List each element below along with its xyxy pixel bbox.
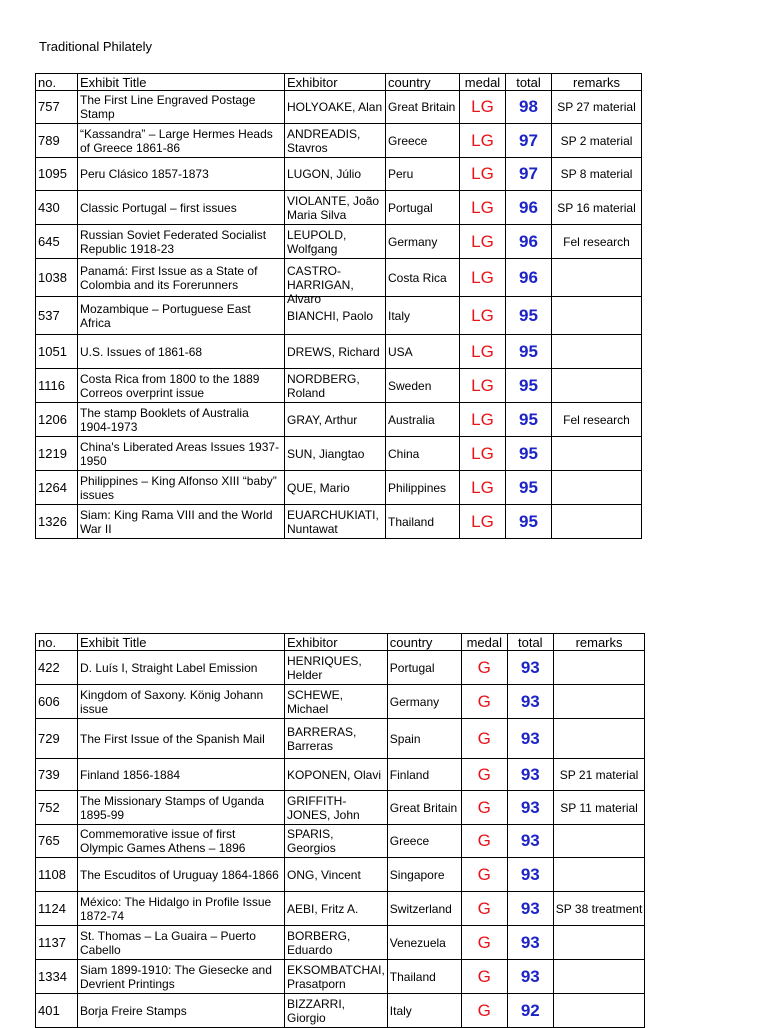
exhibit-title: “Kassandra” – Large Hermes Heads of Greece 1861-86 — [78, 124, 285, 158]
exhibitor-name — [285, 651, 388, 685]
exhibitor-name — [285, 892, 388, 926]
remarks: SP 21 material — [553, 759, 645, 791]
total-score: 96 — [506, 259, 552, 297]
medal: G — [461, 994, 507, 1028]
exhibitor-name — [285, 858, 388, 892]
total-score: 95 — [506, 369, 552, 403]
remarks — [552, 259, 642, 297]
medal: LG — [460, 505, 506, 539]
total-score: 95 — [506, 403, 552, 437]
table-row — [36, 369, 642, 403]
table-row — [36, 191, 642, 225]
total-score: 96 — [506, 191, 552, 225]
table-row — [36, 471, 642, 505]
exhibitor-name-text: BARRERAS, Barreras — [287, 724, 357, 753]
exhibit-number: 1038 — [36, 259, 78, 297]
table-row — [36, 791, 645, 825]
medal-table-gold — [35, 633, 645, 1028]
country: Great Britain — [386, 91, 460, 124]
table-row — [36, 158, 642, 191]
exhibitor-name-text: GRIFFITH-JONES, John — [287, 793, 360, 822]
exhibit-title: Kingdom of Saxony. König Johann issue — [78, 685, 285, 719]
exhibitor-name-text: BORBERG, Eduardo — [287, 928, 351, 957]
remarks: SP 27 material — [552, 91, 642, 124]
table-row — [36, 858, 645, 892]
total-score: 98 — [506, 91, 552, 124]
remarks: Fel research — [552, 403, 642, 437]
exhibit-number: 729 — [36, 719, 78, 759]
exhibit-title: The First Line Engraved Postage Stamp — [78, 91, 285, 124]
remarks — [553, 926, 645, 960]
exhibitor-name — [285, 994, 388, 1028]
remarks — [553, 994, 645, 1028]
medal: G — [461, 960, 507, 994]
table-row — [36, 403, 642, 437]
country: Germany — [386, 225, 460, 259]
exhibit-title: Commemorative issue of first Olympic Games Athens – 1896 — [78, 825, 285, 858]
country: Sweden — [386, 369, 460, 403]
exhibitor-name-text: HENRIQUES, Helder — [287, 653, 362, 682]
header-exhibitor: Exhibitor — [285, 634, 388, 651]
medal: G — [461, 892, 507, 926]
total-score: 97 — [506, 158, 552, 191]
exhibit-title: Philippines – King Alfonso XIII “baby” issues — [78, 471, 285, 505]
exhibitor-name — [285, 91, 386, 124]
exhibitor-name-text: HOLYOAKE, Alan — [287, 100, 383, 114]
exhibit-number: 1264 — [36, 471, 78, 505]
exhibitor-name-text: SUN, Jiangtao — [287, 446, 365, 461]
exhibitor-name — [285, 158, 386, 191]
country: Portugal — [387, 651, 461, 685]
exhibitor-name-text: CASTRO-HARRIGAN, Alvaro — [287, 263, 354, 306]
medal: LG — [460, 259, 506, 297]
table-row — [36, 505, 642, 539]
table-row — [36, 892, 645, 926]
exhibit-number: 606 — [36, 685, 78, 719]
medal: G — [461, 651, 507, 685]
header-exhibit-title: Exhibit Title — [78, 74, 285, 91]
total-score: 93 — [507, 685, 553, 719]
exhibit-number: 1334 — [36, 960, 78, 994]
exhibit-title: China's Liberated Areas Issues 1937-1950 — [78, 437, 285, 471]
remarks — [552, 369, 642, 403]
remarks — [552, 437, 642, 471]
total-score: 93 — [507, 858, 553, 892]
remarks — [553, 960, 645, 994]
header-no: no. — [36, 634, 78, 651]
medal-table-large-gold — [35, 73, 642, 539]
table-row — [36, 297, 642, 335]
total-score: 93 — [507, 825, 553, 858]
table-row — [36, 335, 642, 369]
table-row — [36, 651, 645, 685]
exhibitor-name-text: LEUPOLD, Wolfgang — [287, 227, 347, 256]
country: China — [386, 437, 460, 471]
exhibitor-name-text: KOPONEN, Olavi — [287, 767, 382, 782]
exhibit-title: Peru Clásico 1857-1873 — [78, 158, 285, 191]
country: Philippines — [386, 471, 460, 505]
exhibitor-name-text: NORDBERG, Roland — [287, 371, 360, 400]
country: Costa Rica — [386, 259, 460, 297]
header-exhibitor: Exhibitor — [285, 74, 386, 91]
medal: LG — [460, 369, 506, 403]
total-score: 95 — [506, 437, 552, 471]
exhibit-number: 1124 — [36, 892, 78, 926]
remarks — [552, 297, 642, 335]
exhibitor-name-text: EUARCHUKIATI, Nuntawat — [287, 507, 379, 536]
exhibit-number: 752 — [36, 791, 78, 825]
exhibitor-name-text: ONG, Vincent — [287, 867, 361, 882]
exhibit-title: Russian Soviet Federated Socialist Republic 1918-23 — [78, 225, 285, 259]
total-score: 93 — [507, 791, 553, 825]
header-row — [36, 74, 642, 91]
exhibitor-name — [285, 437, 386, 471]
total-score: 95 — [506, 471, 552, 505]
exhibitor-name — [285, 759, 388, 791]
country: USA — [386, 335, 460, 369]
remarks: SP 8 material — [552, 158, 642, 191]
exhibit-title: México: The Hidalgo in Profile Issue 1872-74 — [78, 892, 285, 926]
exhibit-title: Mozambique – Portuguese East Africa — [78, 297, 285, 335]
country: Italy — [387, 994, 461, 1028]
exhibit-number: 1219 — [36, 437, 78, 471]
remarks: SP 11 material — [553, 791, 645, 825]
remarks: SP 38 treatment — [553, 892, 645, 926]
country: Great Britain — [387, 791, 461, 825]
exhibitor-name — [285, 960, 388, 994]
medal: LG — [460, 335, 506, 369]
exhibit-title: St. Thomas – La Guaira – Puerto Cabello — [78, 926, 285, 960]
total-score: 93 — [507, 719, 553, 759]
exhibit-title: The Missionary Stamps of Uganda 1895-99 — [78, 791, 285, 825]
country: Greece — [387, 825, 461, 858]
exhibit-number: 537 — [36, 297, 78, 335]
exhibit-title: Costa Rica from 1800 to the 1889 Correos overprint issue — [78, 369, 285, 403]
exhibitor-name — [285, 403, 386, 437]
exhibitor-name-text: BIANCHI, Paolo — [287, 308, 374, 323]
header-total: total — [506, 74, 552, 91]
country: Peru — [386, 158, 460, 191]
header-country: country — [387, 634, 461, 651]
exhibitor-name — [285, 926, 388, 960]
remarks: SP 2 material — [552, 124, 642, 158]
country: Singapore — [387, 858, 461, 892]
exhibit-number: 757 — [36, 91, 78, 124]
country: Thailand — [387, 960, 461, 994]
country: Venezuela — [387, 926, 461, 960]
exhibit-title: Classic Portugal – first issues — [78, 191, 285, 225]
header-no: no. — [36, 74, 78, 91]
remarks — [553, 825, 645, 858]
exhibitor-name — [285, 719, 388, 759]
exhibitor-name — [285, 825, 388, 858]
exhibitor-name — [285, 191, 386, 225]
total-score: 93 — [507, 926, 553, 960]
country: Germany — [387, 685, 461, 719]
exhibit-number: 765 — [36, 825, 78, 858]
exhibitor-name-text: LUGON, Júlio — [287, 167, 362, 181]
exhibit-title: U.S. Issues of 1861-68 — [78, 335, 285, 369]
medal: G — [461, 685, 507, 719]
medal: G — [461, 825, 507, 858]
exhibitor-name-text: AEBI, Fritz A. — [287, 901, 359, 916]
total-score: 93 — [507, 892, 553, 926]
exhibitor-name-text: VIOLANTE, João Maria Silva — [287, 193, 380, 222]
table-row — [36, 926, 645, 960]
exhibitor-name-text: ANDREADIS, Stavros — [287, 126, 361, 155]
table-row — [36, 225, 642, 259]
remarks — [552, 335, 642, 369]
medal: LG — [460, 437, 506, 471]
header-country: country — [386, 74, 460, 91]
exhibit-number: 1137 — [36, 926, 78, 960]
country: Thailand — [386, 505, 460, 539]
exhibitor-name — [285, 685, 388, 719]
total-score: 97 — [506, 124, 552, 158]
table-row — [36, 437, 642, 471]
table-row — [36, 960, 645, 994]
country: Australia — [386, 403, 460, 437]
table-row — [36, 259, 642, 297]
exhibit-title: Borja Freire Stamps — [78, 994, 285, 1028]
remarks: Fel research — [552, 225, 642, 259]
table-row — [36, 994, 645, 1028]
exhibitor-name — [285, 124, 386, 158]
exhibit-number: 645 — [36, 225, 78, 259]
exhibitor-name — [285, 225, 386, 259]
remarks — [553, 685, 645, 719]
exhibit-title: D. Luís I, Straight Label Emission — [78, 651, 285, 685]
total-score: 95 — [506, 297, 552, 335]
exhibit-title: Siam 1899-1910: The Giesecke and Devrient Printings — [78, 960, 285, 994]
total-score: 96 — [506, 225, 552, 259]
exhibit-title: Panamá: First Issue as a State of Colombia and its Forerunners — [78, 259, 285, 297]
exhibitor-name — [285, 369, 386, 403]
header-medal: medal — [460, 74, 506, 91]
header-row — [36, 634, 645, 651]
table-row — [36, 124, 642, 158]
exhibit-title: Siam: King Rama VIII and the World War II — [78, 505, 285, 539]
remarks — [553, 719, 645, 759]
exhibit-number: 739 — [36, 759, 78, 791]
exhibit-title: Finland 1856-1884 — [78, 759, 285, 791]
table-row — [36, 719, 645, 759]
exhibit-number: 1108 — [36, 858, 78, 892]
country: Greece — [386, 124, 460, 158]
total-score: 92 — [507, 994, 553, 1028]
exhibit-number: 1116 — [36, 369, 78, 403]
exhibitor-name-text: DREWS, Richard — [287, 344, 380, 359]
exhibitor-name-text: GRAY, Arthur — [287, 412, 358, 427]
medal: G — [461, 791, 507, 825]
remarks — [552, 505, 642, 539]
remarks — [553, 651, 645, 685]
exhibitor-name-text: QUE, Mario — [287, 480, 350, 495]
exhibit-title: The Escuditos of Uruguay 1864-1866 — [78, 858, 285, 892]
total-score: 93 — [507, 651, 553, 685]
remarks — [552, 471, 642, 505]
total-score: 93 — [507, 960, 553, 994]
exhibit-number: 1206 — [36, 403, 78, 437]
exhibitor-name — [285, 791, 388, 825]
medal: LG — [460, 297, 506, 335]
exhibit-title: The First Issue of the Spanish Mail — [78, 719, 285, 759]
exhibitor-name — [285, 259, 386, 306]
exhibitor-name-text: BIZZARRI, Giorgio — [287, 996, 346, 1025]
exhibit-number: 430 — [36, 191, 78, 225]
medal: G — [461, 719, 507, 759]
country: Spain — [387, 719, 461, 759]
exhibitor-name-text: EKSOMBATCHAI, Prasatporn — [287, 962, 385, 991]
medal: G — [461, 926, 507, 960]
header-remarks: remarks — [553, 634, 645, 651]
country: Finland — [387, 759, 461, 791]
header-exhibit-title: Exhibit Title — [78, 634, 285, 651]
medal: G — [461, 759, 507, 791]
country: Switzerland — [387, 892, 461, 926]
header-remarks: remarks — [552, 74, 642, 91]
exhibit-number: 422 — [36, 651, 78, 685]
total-score: 95 — [506, 335, 552, 369]
exhibitor-name — [285, 505, 386, 539]
remarks — [553, 858, 645, 892]
medal: LG — [460, 471, 506, 505]
total-score: 95 — [506, 505, 552, 539]
exhibitor-name — [285, 335, 386, 369]
medal: LG — [460, 124, 506, 158]
country: Portugal — [386, 191, 460, 225]
medal: LG — [460, 191, 506, 225]
header-total: total — [507, 634, 553, 651]
table-row — [36, 685, 645, 719]
medal: LG — [460, 91, 506, 124]
remarks: SP 16 material — [552, 191, 642, 225]
exhibitor-name-text: SPARIS, Georgios — [287, 827, 336, 855]
medal: LG — [460, 403, 506, 437]
country: Italy — [386, 297, 460, 335]
page-title: Traditional Philately — [39, 39, 152, 54]
exhibit-number: 401 — [36, 994, 78, 1028]
header-medal: medal — [461, 634, 507, 651]
total-score: 93 — [507, 759, 553, 791]
exhibit-number: 1095 — [36, 158, 78, 191]
exhibit-number: 789 — [36, 124, 78, 158]
exhibitor-name — [285, 471, 386, 505]
exhibitor-name-text: SCHEWE, Michael — [287, 687, 344, 716]
table-row — [36, 91, 642, 124]
medal: LG — [460, 225, 506, 259]
medal: LG — [460, 158, 506, 191]
exhibit-number: 1326 — [36, 505, 78, 539]
table-row — [36, 825, 645, 858]
exhibit-number: 1051 — [36, 335, 78, 369]
medal: G — [461, 858, 507, 892]
table-row — [36, 759, 645, 791]
exhibit-title: The stamp Booklets of Australia 1904-1973 — [78, 403, 285, 437]
